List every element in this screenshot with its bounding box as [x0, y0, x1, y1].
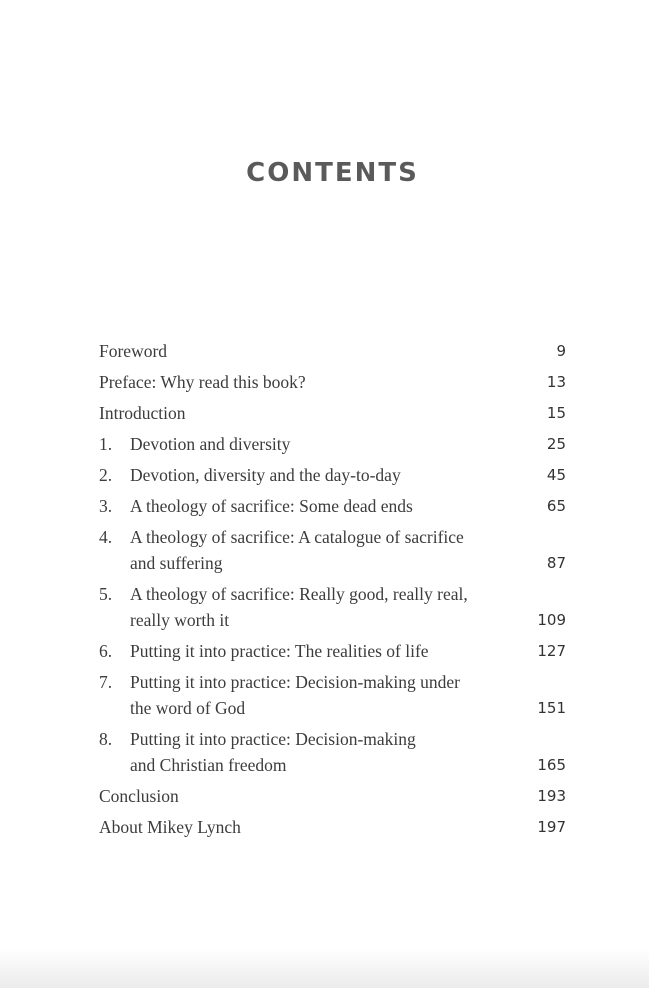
toc-entry-line — [99, 638, 506, 664]
toc-entry — [99, 814, 566, 840]
entry-text: and Christian freedom — [130, 755, 287, 775]
entry-text: A theology of sacrifice: Some dead ends — [130, 496, 413, 516]
toc-entry-title — [99, 814, 566, 840]
entry-text: and suffering — [130, 553, 223, 573]
entry-text: Introduction — [99, 403, 186, 423]
entry-text: A theology of sacrifice: A catalogue of sacrifice — [130, 527, 464, 547]
page-number: 45 — [546, 466, 566, 484]
page-number: 15 — [546, 404, 566, 422]
chapter-number: 2. — [99, 465, 113, 485]
toc-entry-line — [99, 607, 506, 633]
page-edge-shadow — [0, 948, 649, 988]
table-of-contents — [99, 338, 566, 845]
toc-entry — [99, 369, 566, 395]
toc-entry-line — [99, 695, 506, 721]
entry-text: Devotion and diversity — [130, 434, 291, 454]
toc-entry — [99, 462, 566, 488]
entry-text: Foreword — [99, 341, 168, 361]
toc-entry — [99, 524, 566, 576]
toc-entry-line — [99, 462, 506, 488]
toc-entry-title — [99, 462, 566, 488]
chapter-number: 6. — [99, 641, 113, 661]
entry-text: the word of God — [130, 698, 246, 718]
page-number: 13 — [546, 373, 566, 391]
page-number: 87 — [546, 554, 566, 572]
toc-entry-title — [99, 431, 566, 457]
toc-entry-line — [99, 338, 506, 364]
chapter-number: 1. — [99, 434, 113, 454]
toc-entry — [99, 338, 566, 364]
page-number: 165 — [537, 756, 566, 774]
toc-entry-title — [99, 638, 566, 664]
toc-entry-title — [99, 783, 566, 809]
page-number: 65 — [546, 497, 566, 515]
contents-title: CONTENTS — [246, 158, 419, 188]
entry-text: About Mikey Lynch — [99, 817, 241, 837]
entry-text: Putting it into practice: The realities of life — [130, 641, 429, 661]
chapter-number: 5. — [99, 584, 113, 604]
page-number: 151 — [537, 699, 566, 717]
page-number: 109 — [537, 611, 566, 629]
page-number: 127 — [537, 642, 566, 660]
toc-entry-line — [99, 431, 506, 457]
toc-entry-line — [99, 550, 506, 576]
toc-entry-line — [99, 752, 506, 778]
toc-entry — [99, 581, 566, 633]
toc-entry-line — [99, 493, 506, 519]
chapter-number: 8. — [99, 729, 113, 749]
entry-text: Conclusion — [99, 786, 179, 806]
entry-text: Preface: Why read this book? — [99, 372, 306, 392]
toc-entry-title — [99, 369, 566, 395]
page-number: 9 — [556, 342, 566, 360]
toc-entry-line — [99, 581, 506, 607]
toc-entry-title — [99, 338, 566, 364]
entry-text: Devotion, diversity and the day-to-day — [130, 465, 401, 485]
toc-entry-line — [99, 400, 506, 426]
toc-entry-line — [99, 669, 506, 695]
toc-entry-title — [99, 669, 566, 721]
toc-entry — [99, 726, 566, 778]
page-number: 193 — [537, 787, 566, 805]
toc-entry-title — [99, 400, 566, 426]
page-number: 197 — [537, 818, 566, 836]
page-number: 25 — [546, 435, 566, 453]
entry-text: Putting it into practice: Decision-making under — [130, 672, 460, 692]
toc-entry-line — [99, 726, 506, 752]
toc-entry — [99, 493, 566, 519]
chapter-number: 3. — [99, 496, 113, 516]
toc-entry — [99, 783, 566, 809]
toc-entry-title — [99, 524, 566, 576]
toc-entry-line — [99, 814, 506, 840]
entry-text: really worth it — [130, 610, 230, 630]
entry-text: A theology of sacrifice: Really good, really real, — [130, 584, 468, 604]
toc-entry-line — [99, 524, 506, 550]
toc-entry-line — [99, 783, 506, 809]
toc-entry — [99, 400, 566, 426]
toc-entry-line — [99, 369, 506, 395]
toc-entry — [99, 669, 566, 721]
toc-entry-title — [99, 493, 566, 519]
toc-entry-title — [99, 726, 566, 778]
toc-entry — [99, 638, 566, 664]
chapter-number: 4. — [99, 527, 113, 547]
toc-entry — [99, 431, 566, 457]
toc-entry-title — [99, 581, 566, 633]
entry-text: Putting it into practice: Decision-making — [130, 729, 416, 749]
chapter-number: 7. — [99, 672, 113, 692]
